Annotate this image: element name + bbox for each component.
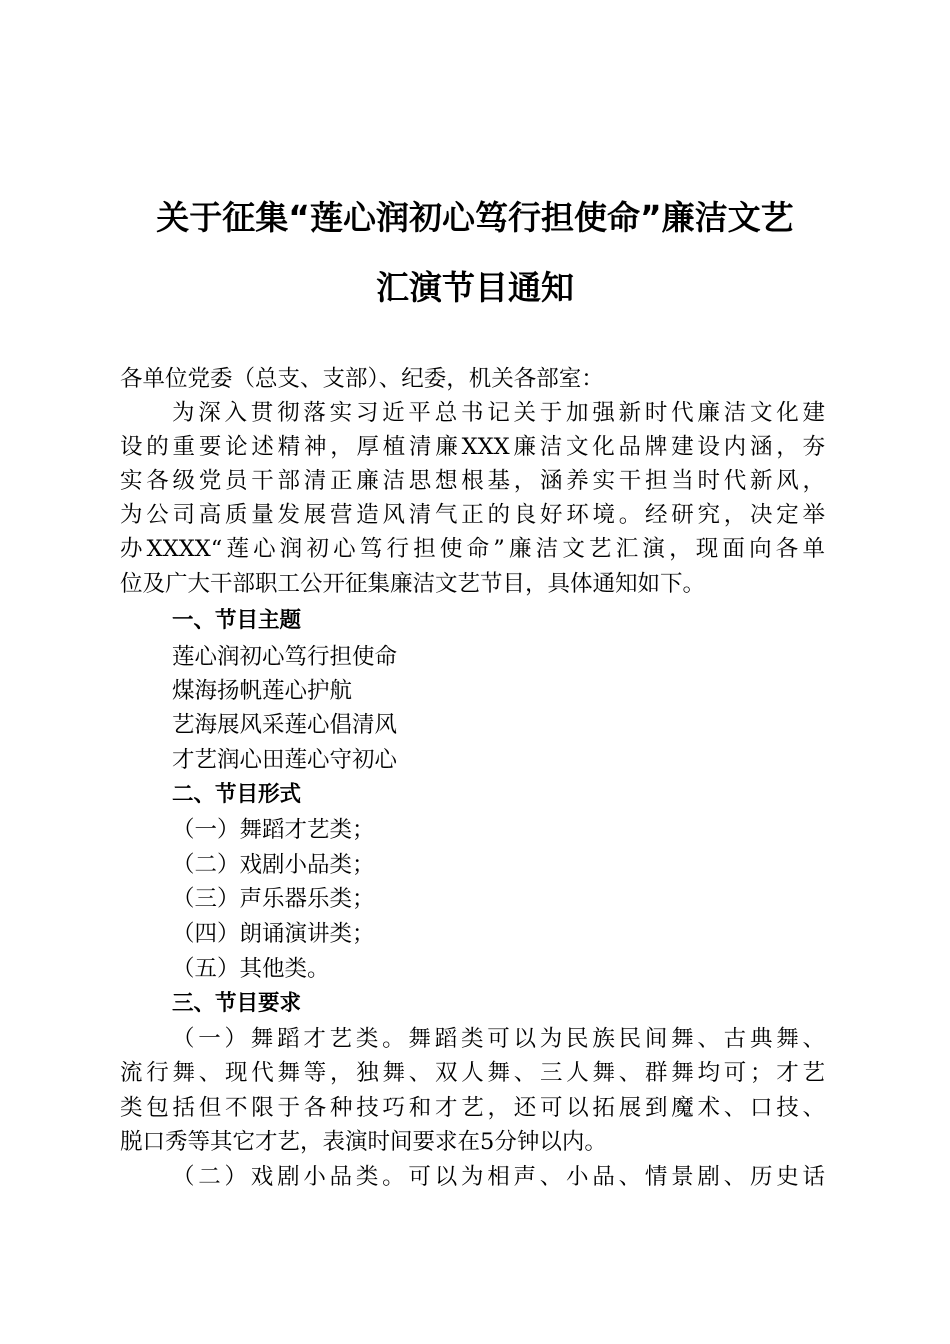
theme-item-3: 艺海展风采莲心倡清风 [172,712,398,738]
intro-line-5: 办XXXX“莲心润初心笃行担使命”廉洁文艺汇演，现面向各单 [120,536,825,562]
requirement-para1-line-1: （一）舞蹈才艺类。舞蹈类可以为民族民间舞、古典舞、 [172,1026,825,1052]
form-item-5: （五）其他类。 [172,956,330,982]
form-item-1: （一）舞蹈才艺类； [172,817,375,843]
requirement-para2-line-1: （二）戏剧小品类。可以为相声、小品、情景剧、历史话 [172,1164,825,1190]
theme-item-1: 莲心润初心笃行担使命 [172,644,398,670]
form-item-3: （三）声乐器乐类； [172,886,375,912]
requirement-para1-line-4: 脱口秀等其它才艺，表演时间要求在5分钟以内。 [120,1129,607,1155]
requirement-para1-line-3: 类包括但不限于各种技巧和才艺，还可以拓展到魔术、口技、 [120,1095,825,1121]
form-item-2: （二）戏剧小品类； [172,852,375,878]
requirement-para1-line-2: 流行舞、现代舞等，独舞、双人舞、三人舞、群舞均可；才艺 [120,1060,825,1086]
intro-line-1: 为深入贯彻落实习近平总书记关于加强新时代廉洁文化建 [172,400,825,426]
document-title-line-1: 关于征集“莲心润初心笃行担使命”廉洁文艺 [156,198,794,237]
section-heading-requirements: 三、节目要求 [172,991,302,1016]
document-title-line-2: 汇演节目通知 [376,268,574,307]
intro-line-6: 位及广大干部职工公开征集廉洁文艺节目，具体通知如下。 [120,571,706,597]
form-item-4: （四）朗诵演讲类； [172,921,375,947]
section-heading-themes: 一、节目主题 [172,608,302,633]
theme-item-2: 煤海扬帆莲心护航 [172,678,353,704]
section-heading-forms: 二、节目形式 [172,782,302,807]
intro-line-2: 设的重要论述精神，厚植清廉XXX廉洁文化品牌建设内涵，夯 [120,434,825,460]
intro-line-3: 实各级党员干部清正廉洁思想根基，涵养实干担当时代新风， [120,468,825,494]
intro-line-4: 为公司高质量发展营造风清气正的良好环境。经研究，决定举 [120,502,825,528]
theme-item-4: 才艺润心田莲心守初心 [172,747,398,773]
salutation: 各单位党委（总支、支部）、纪委，机关各部室： [120,366,604,392]
